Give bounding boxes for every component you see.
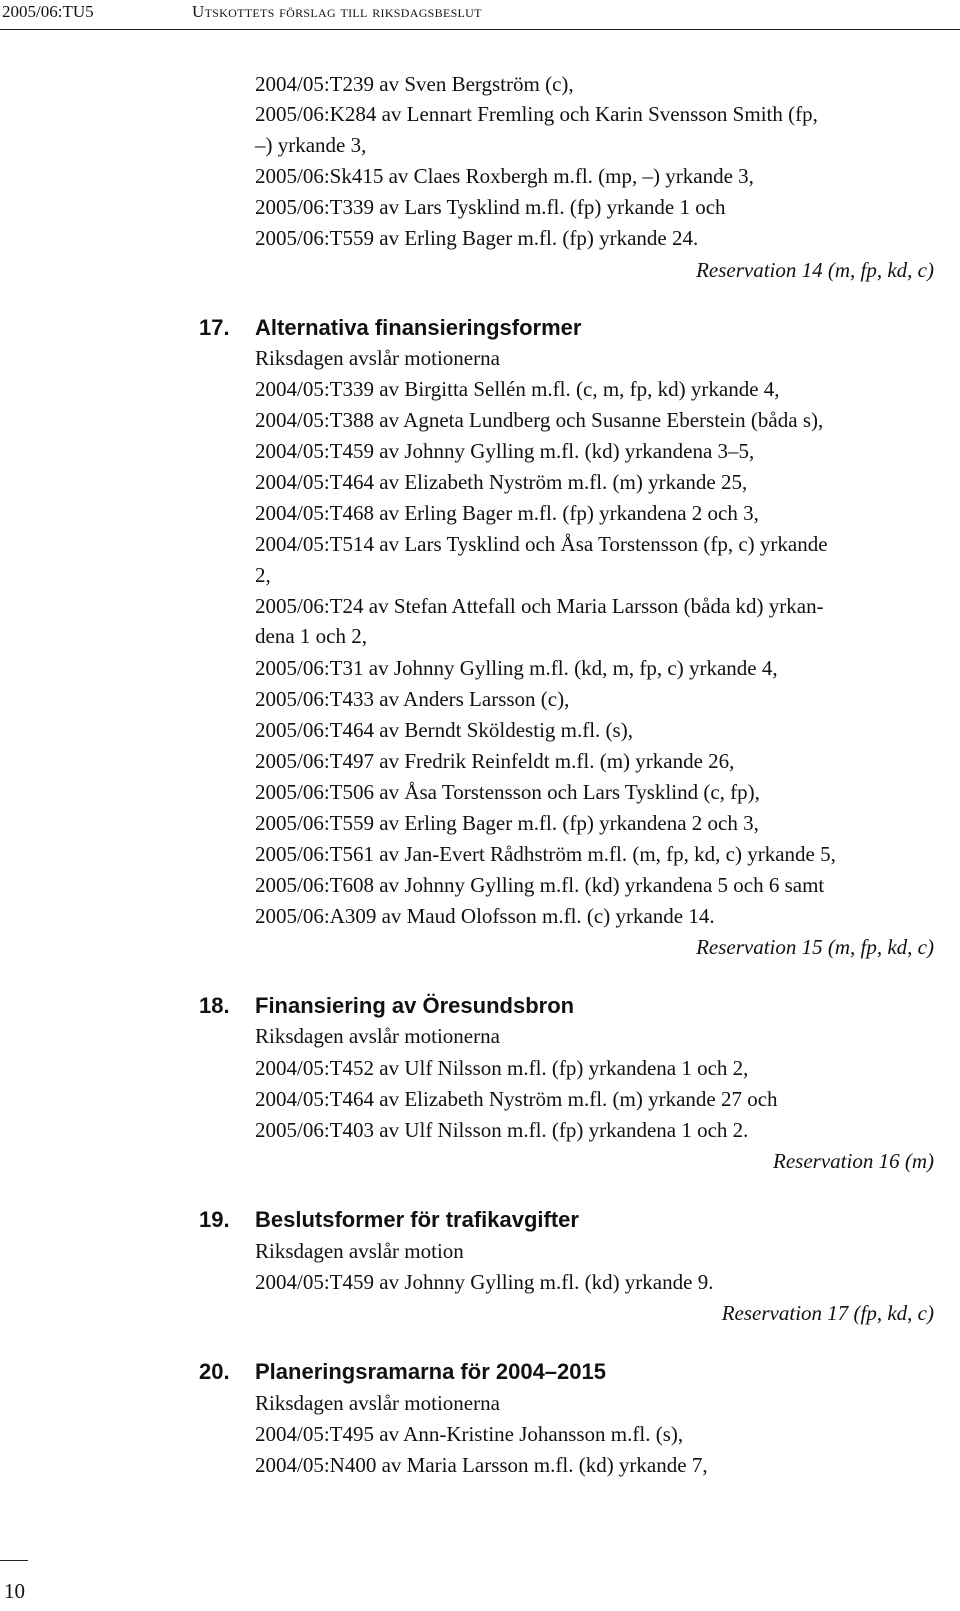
motion-line: 2005/06:T24 av Stefan Attefall och Maria Larsson (båda kd) yrkan- — [255, 594, 824, 618]
motion-line: 2005/06:T559 av Erling Bager m.fl. (fp) yrkande 24. — [255, 226, 699, 250]
item-number: 17. — [199, 315, 230, 340]
motion-line: 2005/06:T561 av Jan-Evert Rådhström m.fl. (m, fp, kd, c) yrkande 5, — [255, 842, 836, 866]
motion-line: 2, — [255, 563, 271, 587]
motion-line: –) yrkande 3, — [255, 133, 367, 157]
motion-line: 2004/05:T464 av Elizabeth Nyström m.fl. (m) yrkande 27 och — [255, 1087, 778, 1111]
item-number: 20. — [199, 1359, 230, 1384]
decision-line: Riksdagen avslår motion — [255, 1239, 464, 1263]
motion-line: 2005/06:T608 av Johnny Gylling m.fl. (kd) yrkandena 5 och 6 samt — [255, 873, 825, 897]
motion-line: 2005/06:Sk415 av Claes Roxbergh m.fl. (mp, –) yrkande 3, — [255, 164, 754, 188]
motion-line: 2004/05:T514 av Lars Tysklind och Åsa Torstensson (fp, c) yrkande — [255, 532, 828, 556]
item-heading: Finansiering av Öresundsbron — [255, 993, 575, 1018]
motion-line: 2004/05:T495 av Ann-Kristine Johansson m.fl. (s), — [255, 1422, 684, 1446]
motion-line: 2004/05:T239 av Sven Bergström (c), — [255, 72, 574, 96]
header-rule — [0, 29, 960, 30]
motion-line: 2004/05:T459 av Johnny Gylling m.fl. (kd) yrkande 9. — [255, 1270, 714, 1294]
motion-line: 2005/06:T403 av Ulf Nilsson m.fl. (fp) yrkandena 1 och 2. — [255, 1118, 749, 1142]
page-header — [0, 0, 960, 24]
motion-line: 2004/05:N400 av Maria Larsson m.fl. (kd) yrkande 7, — [255, 1453, 708, 1477]
motion-line: 2005/06:T31 av Johnny Gylling m.fl. (kd, m, fp, c) yrkande 4, — [255, 656, 778, 680]
item-number: 18. — [199, 993, 230, 1018]
motion-line: 2004/05:T459 av Johnny Gylling m.fl. (kd) yrkandena 3–5, — [255, 439, 755, 463]
reservation-reference: Reservation 16 (m) — [773, 1149, 934, 1173]
item-heading: Beslutsformer för trafikavgifter — [255, 1207, 579, 1232]
motion-line: 2005/06:T433 av Anders Larsson (c), — [255, 687, 570, 711]
reservation-reference: Reservation 15 (m, fp, kd, c) — [696, 935, 934, 959]
motion-line: 2004/05:T468 av Erling Bager m.fl. (fp) yrkandena 2 och 3, — [255, 501, 759, 525]
document-id: 2005/06:TU5 — [2, 2, 94, 21]
motion-line: 2005/06:T559 av Erling Bager m.fl. (fp) yrkandena 2 och 3, — [255, 811, 759, 835]
motion-line: 2005/06:T339 av Lars Tysklind m.fl. (fp) yrkande 1 och — [255, 195, 726, 219]
motion-line: 2004/05:T339 av Birgitta Sellén m.fl. (c, m, fp, kd) yrkande 4, — [255, 377, 780, 401]
footer-rule — [0, 1560, 28, 1561]
motion-line: 2005/06:T497 av Fredrik Reinfeldt m.fl. (m) yrkande 26, — [255, 749, 735, 773]
item-number: 19. — [199, 1207, 230, 1232]
decision-line: Riksdagen avslår motionerna — [255, 1391, 500, 1415]
decision-line: Riksdagen avslår motionerna — [255, 346, 500, 370]
decision-line: Riksdagen avslår motionerna — [255, 1024, 500, 1048]
item-heading: Planeringsramarna för 2004–2015 — [255, 1359, 606, 1384]
motion-line: 2005/06:A309 av Maud Olofsson m.fl. (c) yrkande 14. — [255, 904, 715, 928]
motion-line: 2004/05:T388 av Agneta Lundberg och Susanne Eberstein (båda s), — [255, 408, 824, 432]
motion-line: 2005/06:K284 av Lennart Fremling och Karin Svensson Smith (fp, — [255, 102, 818, 126]
motion-line: 2004/05:T452 av Ulf Nilsson m.fl. (fp) yrkandena 1 och 2, — [255, 1056, 749, 1080]
page-number: 10 — [4, 1579, 25, 1603]
motion-line: 2004/05:T464 av Elizabeth Nyström m.fl. (m) yrkande 25, — [255, 470, 748, 494]
section-title: Utskottets förslag till riksdagsbeslut — [192, 2, 482, 21]
motion-line: 2005/06:T464 av Berndt Sköldestig m.fl. (s), — [255, 718, 633, 742]
motion-line: dena 1 och 2, — [255, 624, 367, 648]
item-heading: Alternativa finansieringsformer — [255, 315, 582, 340]
reservation-reference: Reservation 17 (fp, kd, c) — [721, 1301, 934, 1325]
motion-line: 2005/06:T506 av Åsa Torstensson och Lars Tysklind (c, fp), — [255, 780, 760, 804]
reservation-reference: Reservation 14 (m, fp, kd, c) — [696, 258, 934, 282]
